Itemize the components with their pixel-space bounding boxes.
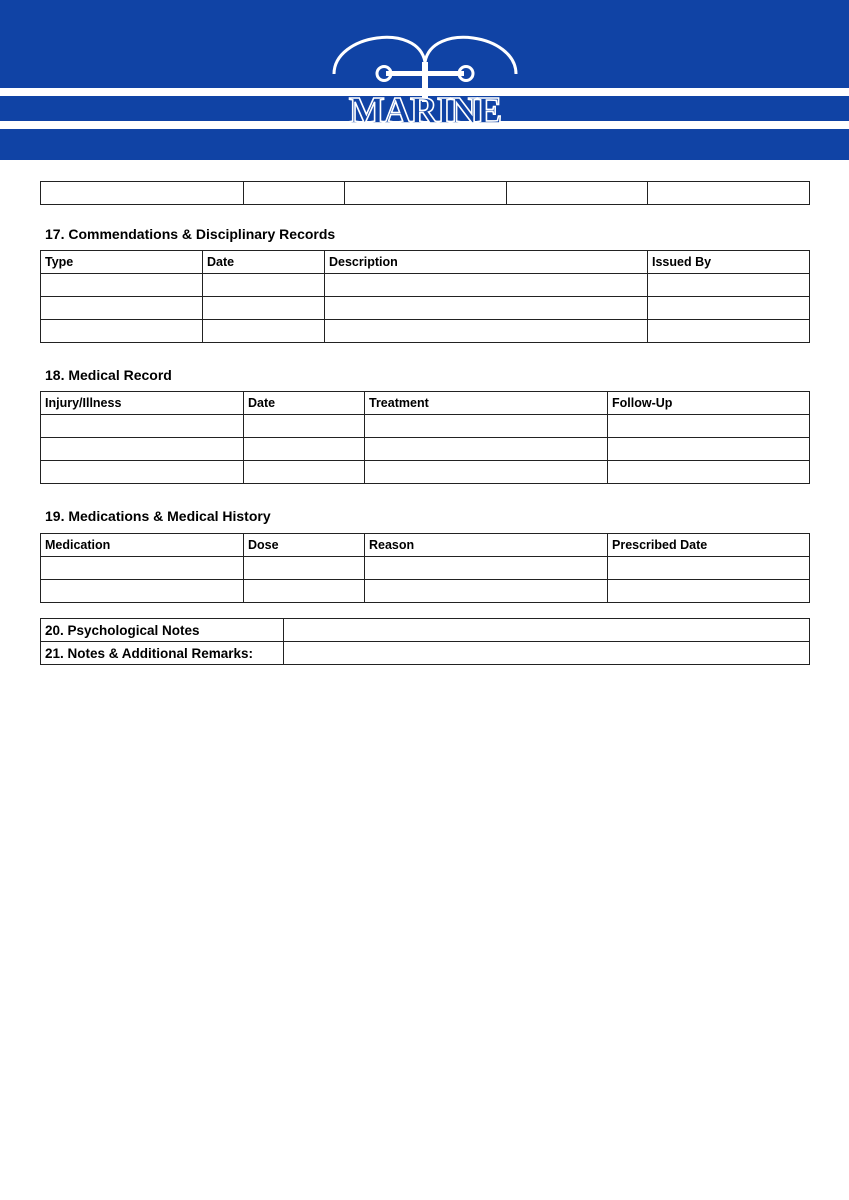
column-header: Reason: [365, 534, 608, 557]
column-header: Date: [244, 392, 365, 415]
table-cell[interactable]: [608, 557, 810, 580]
table-row: [41, 415, 810, 438]
commendations-table: [40, 250, 810, 343]
table-cell[interactable]: [648, 182, 810, 205]
table-cell[interactable]: [648, 274, 810, 297]
table-cell[interactable]: [608, 415, 810, 438]
column-header: Follow-Up: [608, 392, 810, 415]
table-cell[interactable]: [244, 415, 365, 438]
psychological-notes-field[interactable]: [284, 619, 810, 642]
table-cell[interactable]: [41, 297, 203, 320]
medical-record-table: [40, 391, 810, 484]
column-header: Dose: [244, 534, 365, 557]
table-cell[interactable]: [244, 461, 365, 484]
table-cell[interactable]: [507, 182, 648, 205]
additional-remarks-label: 21. Notes & Additional Remarks:: [41, 642, 284, 665]
table-cell[interactable]: [203, 297, 325, 320]
table-row: [41, 580, 810, 603]
table-cell[interactable]: [608, 461, 810, 484]
table-cell[interactable]: [244, 182, 345, 205]
column-header: Description: [325, 251, 648, 274]
table-cell[interactable]: [325, 274, 648, 297]
psychological-notes-label: 20. Psychological Notes: [41, 619, 284, 642]
table-cell[interactable]: [41, 274, 203, 297]
table-row: [41, 182, 810, 205]
marine-logo: [328, 22, 522, 132]
table-row: [41, 274, 810, 297]
table-cell[interactable]: [365, 557, 608, 580]
table-cell[interactable]: [244, 580, 365, 603]
section-title-medications: 19. Medications & Medical History: [45, 508, 271, 524]
logo-wordmark: MARINE: [348, 90, 502, 132]
table-row: [41, 557, 810, 580]
column-header: Issued By: [648, 251, 810, 274]
table-header-row: [41, 534, 810, 557]
table-cell[interactable]: [41, 438, 244, 461]
table-cell[interactable]: [41, 182, 244, 205]
table-cell[interactable]: [244, 557, 365, 580]
column-header: Type: [41, 251, 203, 274]
table-cell[interactable]: [365, 438, 608, 461]
table-cell[interactable]: [203, 320, 325, 343]
table-cell[interactable]: [325, 297, 648, 320]
table-cell[interactable]: [41, 580, 244, 603]
table-cell[interactable]: [648, 320, 810, 343]
table-cell[interactable]: [41, 320, 203, 343]
table-cell[interactable]: [41, 415, 244, 438]
table-cell[interactable]: [608, 580, 810, 603]
table-cell[interactable]: [365, 580, 608, 603]
table-cell[interactable]: [365, 415, 608, 438]
medications-table: [40, 533, 810, 603]
table-row: [41, 642, 810, 665]
continuation-table: [40, 181, 810, 205]
table-row: [41, 297, 810, 320]
table-cell[interactable]: [41, 461, 244, 484]
notes-table: [40, 618, 810, 665]
table-cell[interactable]: [365, 461, 608, 484]
header-banner: [0, 0, 849, 160]
table-row: [41, 438, 810, 461]
table-row: [41, 320, 810, 343]
table-header-row: [41, 392, 810, 415]
column-header: Prescribed Date: [608, 534, 810, 557]
column-header: Date: [203, 251, 325, 274]
additional-remarks-field[interactable]: [284, 642, 810, 665]
table-cell[interactable]: [345, 182, 507, 205]
table-cell[interactable]: [608, 438, 810, 461]
section-title-medical-record: 18. Medical Record: [45, 367, 172, 383]
section-title-commendations: 17. Commendations & Disciplinary Records: [45, 226, 336, 242]
column-header: Treatment: [365, 392, 608, 415]
table-header-row: [41, 251, 810, 274]
table-cell[interactable]: [648, 297, 810, 320]
table-row: [41, 461, 810, 484]
table-cell[interactable]: [244, 438, 365, 461]
table-row: [41, 619, 810, 642]
table-cell[interactable]: [325, 320, 648, 343]
table-cell[interactable]: [203, 274, 325, 297]
column-header: Injury/Illness: [41, 392, 244, 415]
column-header: Medication: [41, 534, 244, 557]
table-cell[interactable]: [41, 557, 244, 580]
